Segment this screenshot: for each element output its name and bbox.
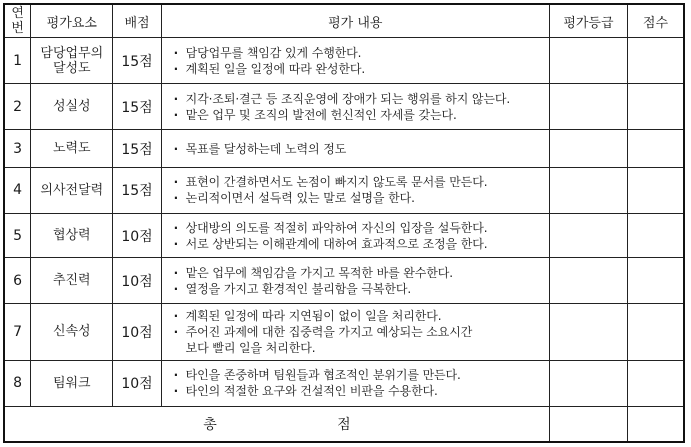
criteria-item: · 서로 상반되는 이해관계에 대하여 효과적으로 조정을 한다. xyxy=(172,236,545,252)
table-row xyxy=(4,130,684,168)
evaluation-content xyxy=(161,167,549,213)
evaluation-element: 협상력 xyxy=(31,214,113,258)
criteria-list xyxy=(172,308,545,356)
table-row xyxy=(4,214,684,258)
evaluation-content xyxy=(161,214,549,258)
evaluation-element: 담당업무의 달성도 xyxy=(31,38,113,84)
table-row xyxy=(4,84,684,130)
evaluation-element: 의사전달력 xyxy=(31,167,113,213)
score-cell[interactable] xyxy=(627,304,684,361)
grade-cell[interactable] xyxy=(549,130,627,168)
criteria-list xyxy=(172,220,545,252)
criteria-list xyxy=(172,265,545,297)
table-body xyxy=(4,38,684,407)
total-row xyxy=(4,406,684,442)
criteria-item: · 맡은 업무 및 조직의 발전에 헌신적인 자세를 갖는다. xyxy=(172,107,545,123)
evaluation-content xyxy=(161,304,549,361)
header-grade: 평가등급 xyxy=(549,4,627,38)
table-row xyxy=(4,258,684,304)
criteria-item: · 지각·조퇴·결근 등 조직운영에 장애가 되는 행위를 하지 않는다. xyxy=(172,91,545,107)
criteria-list xyxy=(172,141,545,157)
table-row xyxy=(4,360,684,406)
grade-cell[interactable] xyxy=(549,38,627,84)
allocated-points: 10점 xyxy=(113,214,161,258)
criteria-item: · 맡은 업무에 책임감을 가지고 목적한 바를 완수한다. xyxy=(172,265,545,281)
table-row xyxy=(4,304,684,361)
grade-cell[interactable] xyxy=(549,304,627,361)
criteria-item: · 계획된 일을 일정에 따라 완성한다. xyxy=(172,61,545,77)
allocated-points: 15점 xyxy=(113,130,161,168)
row-number: 2 xyxy=(4,84,31,130)
evaluation-content xyxy=(161,258,549,304)
row-number: 5 xyxy=(4,214,31,258)
allocated-points: 10점 xyxy=(113,258,161,304)
row-number: 1 xyxy=(4,38,31,84)
row-number: 6 xyxy=(4,258,31,304)
row-number: 8 xyxy=(4,360,31,406)
grade-cell[interactable] xyxy=(549,167,627,213)
allocated-points: 10점 xyxy=(113,304,161,361)
score-cell[interactable] xyxy=(627,84,684,130)
header-element: 평가요소 xyxy=(31,4,113,38)
row-number: 7 xyxy=(4,304,31,361)
allocated-points: 15점 xyxy=(113,84,161,130)
evaluation-element: 노력도 xyxy=(31,130,113,168)
criteria-list xyxy=(172,367,545,399)
total-score-cell[interactable] xyxy=(627,406,684,442)
header-num xyxy=(4,4,31,38)
evaluation-content xyxy=(161,130,549,168)
allocated-points: 15점 xyxy=(113,38,161,84)
allocated-points: 15점 xyxy=(113,167,161,213)
score-cell[interactable] xyxy=(627,38,684,84)
score-cell[interactable] xyxy=(627,360,684,406)
evaluation-content xyxy=(161,38,549,84)
table-row xyxy=(4,167,684,213)
criteria-list xyxy=(172,91,545,123)
criteria-item: · 담당업무를 책임감 있게 수행한다. xyxy=(172,45,545,61)
total-grade-cell[interactable] xyxy=(549,406,627,442)
score-cell[interactable] xyxy=(627,214,684,258)
grade-cell[interactable] xyxy=(549,84,627,130)
evaluation-element: 성실성 xyxy=(31,84,113,130)
criteria-list xyxy=(172,45,545,77)
evaluation-element: 팀워크 xyxy=(31,360,113,406)
criteria-item: · 표현이 간결하면서도 논점이 빠지지 않도록 문서를 만든다. xyxy=(172,174,545,190)
header-row xyxy=(4,4,684,38)
allocated-points: 10점 xyxy=(113,360,161,406)
criteria-item: · 열정을 가지고 환경적인 불리함을 극복한다. xyxy=(172,281,545,297)
criteria-item: · 타인을 존중하며 팀원들과 협조적인 분위기를 만든다. xyxy=(172,367,545,383)
total-label: 총 점 xyxy=(4,406,549,442)
evaluation-element: 신속성 xyxy=(31,304,113,361)
header-content: 평가 내용 xyxy=(161,4,549,38)
score-cell[interactable] xyxy=(627,130,684,168)
evaluation-table xyxy=(3,3,685,443)
evaluation-element: 추진력 xyxy=(31,258,113,304)
score-cell[interactable] xyxy=(627,258,684,304)
criteria-list xyxy=(172,174,545,206)
criteria-item: · 타인의 적절한 요구와 건설적인 비판을 수용한다. xyxy=(172,383,545,399)
criteria-item: · 상대방의 의도를 적절히 파악하여 자신의 입장을 설득한다. xyxy=(172,220,545,236)
criteria-item: · 주어진 과제에 대한 집중력을 가지고 예상되는 소요시간 보다 빨리 일을 처리한다. xyxy=(172,324,545,356)
grade-cell[interactable] xyxy=(549,214,627,258)
criteria-item: · 논리적이면서 설득력 있는 말로 설명을 한다. xyxy=(172,190,545,206)
header-points: 배점 xyxy=(113,4,161,38)
row-number: 3 xyxy=(4,130,31,168)
table-row xyxy=(4,38,684,84)
row-number: 4 xyxy=(4,167,31,213)
score-cell[interactable] xyxy=(627,167,684,213)
evaluation-content xyxy=(161,84,549,130)
criteria-item: · 계획된 일정에 따라 지연됨이 없이 일을 처리한다. xyxy=(172,308,545,324)
grade-cell[interactable] xyxy=(549,258,627,304)
evaluation-content xyxy=(161,360,549,406)
criteria-item: · 목표를 달성하는데 노력의 정도 xyxy=(172,141,545,157)
grade-cell[interactable] xyxy=(549,360,627,406)
header-num-label: 연 번 xyxy=(11,6,24,36)
header-score: 점수 xyxy=(627,4,684,38)
